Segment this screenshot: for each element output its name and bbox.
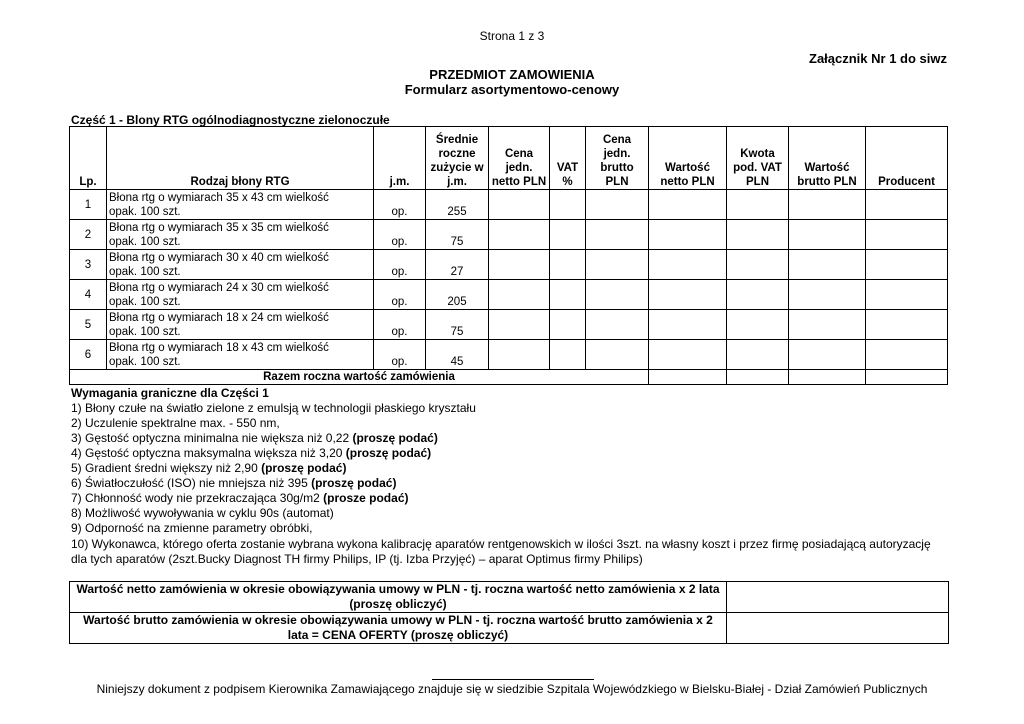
row-vat-cell[interactable]: [550, 220, 586, 250]
requirement-10-line2: dla tych aparatów (2szt.Bucky Diagnost TH firmy Philips, IP (tj. Izba Przyjęć) – aparat Optimus firmy Philips): [71, 552, 643, 566]
row-unit: op.: [374, 310, 426, 340]
row-vat-amount-cell[interactable]: [727, 280, 789, 310]
row-lp: 2: [70, 220, 107, 250]
requirement-item: 9) Odporność na zmienne parametry obróbki,: [71, 521, 313, 535]
row-unit: op.: [374, 280, 426, 310]
header-unit: j.m.: [374, 127, 426, 190]
row-quantity: 27: [426, 250, 489, 280]
total-label: Razem roczna wartość zamówienia: [70, 370, 649, 385]
row-vat-amount-cell[interactable]: [727, 310, 789, 340]
row-lp: 3: [70, 250, 107, 280]
row-film-name: Błona rtg o wymiarach 30 x 40 cm wielkość opak. 100 szt.: [107, 250, 374, 280]
requirements-section: [71, 386, 476, 536]
row-vat-cell[interactable]: [550, 250, 586, 280]
row-vat-amount-cell[interactable]: [727, 340, 789, 370]
row-gross-value-cell[interactable]: [789, 220, 866, 250]
row-net-unit-price-cell[interactable]: [489, 340, 550, 370]
row-gross-value-cell[interactable]: [789, 340, 866, 370]
requirements-heading: Wymagania graniczne dla Części 1: [71, 386, 269, 400]
summary-gross-value-cell[interactable]: [727, 613, 949, 644]
requirement-item: 1) Błony czułe na światło zielone z emulsją w technologii płaskiego kryształu: [71, 401, 476, 415]
table-row: [70, 340, 948, 370]
row-net-value-cell[interactable]: [649, 340, 727, 370]
total-row: [70, 370, 948, 385]
header-vat-amount: Kwota pod. VAT PLN: [727, 127, 789, 190]
row-gross-unit-price-cell[interactable]: [586, 190, 649, 220]
row-net-value-cell[interactable]: [649, 280, 727, 310]
document-title: PRZEDMIOT ZAMOWIENIA: [429, 67, 595, 82]
document-subtitle: Formularz asortymentowo-cenowy: [404, 82, 620, 97]
row-gross-unit-price-cell[interactable]: [586, 310, 649, 340]
row-net-value-cell[interactable]: [649, 250, 727, 280]
row-vat-cell[interactable]: [550, 340, 586, 370]
row-quantity: 205: [426, 280, 489, 310]
header-gross-value: Wartość brutto PLN: [789, 127, 866, 190]
row-producer-cell[interactable]: [866, 220, 948, 250]
part-title: Część 1 - Blony RTG ogólnodiagnostyczne zielonoczułe: [71, 113, 390, 127]
summary-net-label: Wartość netto zamówienia w okresie obowiązywania umowy w PLN - tj. roczna wartość netto zamówienia x 2 lata (proszę obliczyć): [70, 582, 727, 613]
row-lp: 1: [70, 190, 107, 220]
row-gross-value-cell[interactable]: [789, 310, 866, 340]
row-vat-cell[interactable]: [550, 190, 586, 220]
requirement-item: 8) Możliwość wywoływania w cyklu 90s (automat): [71, 506, 334, 520]
row-net-unit-price-cell[interactable]: [489, 280, 550, 310]
row-film-name: Błona rtg o wymiarach 35 x 35 cm wielkość opak. 100 szt.: [107, 220, 374, 250]
footer-note: Niniejszy dokument z podpisem Kierownika Zamawiającego znajduje się w siedzibie Szpitala Wojewódzkiego w Bielsku-Białej - Dział Zamówień Publicznych: [96, 682, 928, 696]
row-producer-cell[interactable]: [866, 250, 948, 280]
summary-net-value-cell[interactable]: [727, 582, 949, 613]
table-row: [70, 220, 948, 250]
row-vat-cell[interactable]: [550, 310, 586, 340]
total-gross-value-cell[interactable]: [789, 370, 866, 385]
requirement-item: 2) Uczulenie spektralne max. - 550 nm,: [71, 416, 280, 430]
table-row: [70, 250, 948, 280]
table-row: [70, 310, 948, 340]
table-row: [70, 190, 948, 220]
row-producer-cell[interactable]: [866, 310, 948, 340]
row-film-name: Błona rtg o wymiarach 18 x 43 cm wielkość opak. 100 szt.: [107, 340, 374, 370]
row-film-name: Błona rtg o wymiarach 18 x 24 cm wielkość opak. 100 szt.: [107, 310, 374, 340]
row-vat-amount-cell[interactable]: [727, 250, 789, 280]
header-lp: Lp.: [70, 127, 107, 190]
row-producer-cell[interactable]: [866, 340, 948, 370]
summary-gross-row: [70, 613, 949, 644]
summary-table: [69, 581, 949, 644]
header-annual-usage: Średnie roczne zużycie w j.m.: [426, 127, 489, 190]
row-unit: op.: [374, 250, 426, 280]
header-net-value: Wartość netto PLN: [649, 127, 727, 190]
summary-gross-label: Wartość brutto zamówienia w okresie obowiązywania umowy w PLN - tj. roczna wartość brutto zamówienia x 2 lata = CENA OFERTY (proszę obliczyć): [70, 613, 727, 644]
requirement-item: 7) Chłonność wody nie przekraczająca 30g/m2 (prosze podać): [71, 491, 409, 505]
header-net-unit-price: Cena jedn. netto PLN: [489, 127, 550, 190]
row-quantity: 255: [426, 190, 489, 220]
total-producer-cell: [866, 370, 948, 385]
row-unit: op.: [374, 340, 426, 370]
row-net-unit-price-cell[interactable]: [489, 220, 550, 250]
requirement-item: 4) Gęstość optyczna maksymalna większa niż 3,20 (proszę podać): [71, 446, 432, 460]
row-quantity: 45: [426, 340, 489, 370]
row-net-unit-price-cell[interactable]: [489, 190, 550, 220]
row-vat-amount-cell[interactable]: [727, 220, 789, 250]
row-net-unit-price-cell[interactable]: [489, 250, 550, 280]
row-net-value-cell[interactable]: [649, 220, 727, 250]
header-film-type: Rodzaj błony RTG: [107, 127, 374, 190]
annex-label: Załącznik Nr 1 do siwz: [809, 51, 947, 66]
row-lp: 5: [70, 310, 107, 340]
row-vat-cell[interactable]: [550, 280, 586, 310]
row-gross-value-cell[interactable]: [789, 190, 866, 220]
row-producer-cell[interactable]: [866, 190, 948, 220]
summary-net-row: [70, 582, 949, 613]
requirement-item-10: [71, 537, 961, 567]
row-net-value-cell[interactable]: [649, 190, 727, 220]
row-film-name: Błona rtg o wymiarach 24 x 30 cm wielkość opak. 100 szt.: [107, 280, 374, 310]
requirement-item: 3) Gęstość optyczna minimalna nie większa niż 0,22 (proszę podać): [71, 431, 438, 445]
signature-line: [432, 679, 594, 680]
row-film-name: Błona rtg o wymiarach 35 x 43 cm wielkość opak. 100 szt.: [107, 190, 374, 220]
table-row: [70, 280, 948, 310]
row-gross-unit-price-cell[interactable]: [586, 220, 649, 250]
row-gross-value-cell[interactable]: [789, 250, 866, 280]
row-lp: 4: [70, 280, 107, 310]
row-net-value-cell[interactable]: [649, 310, 727, 340]
row-unit: op.: [374, 220, 426, 250]
row-quantity: 75: [426, 310, 489, 340]
row-net-unit-price-cell[interactable]: [489, 310, 550, 340]
header-gross-unit-price: Cena jedn. brutto PLN: [586, 127, 649, 190]
row-quantity: 75: [426, 220, 489, 250]
total-net-value-cell[interactable]: [649, 370, 727, 385]
row-vat-amount-cell[interactable]: [727, 190, 789, 220]
row-gross-unit-price-cell[interactable]: [586, 280, 649, 310]
row-gross-value-cell[interactable]: [789, 280, 866, 310]
row-gross-unit-price-cell[interactable]: [586, 250, 649, 280]
row-unit: op.: [374, 190, 426, 220]
total-vat-amount-cell[interactable]: [727, 370, 789, 385]
row-producer-cell[interactable]: [866, 280, 948, 310]
page-number: Strona 1 z 3: [479, 29, 545, 43]
header-vat: VAT %: [550, 127, 586, 190]
requirement-item: 6) Światłoczułość (ISO) nie mniejsza niż 395 (proszę podać): [71, 476, 397, 490]
row-lp: 6: [70, 340, 107, 370]
requirement-10-line1: 10) Wykonawca, którego oferta zostanie wybrana wykona kalibrację aparatów rentgenowskich w ilości 3szt. na własny koszt i przez firmę posiadającą autoryzację: [71, 537, 931, 551]
table-header-row: [70, 127, 948, 190]
pricing-table: [69, 126, 948, 385]
requirement-item: 5) Gradient średni większy niż 2,90 (proszę podać): [71, 461, 347, 475]
header-producer: Producent: [866, 127, 948, 190]
row-gross-unit-price-cell[interactable]: [586, 340, 649, 370]
